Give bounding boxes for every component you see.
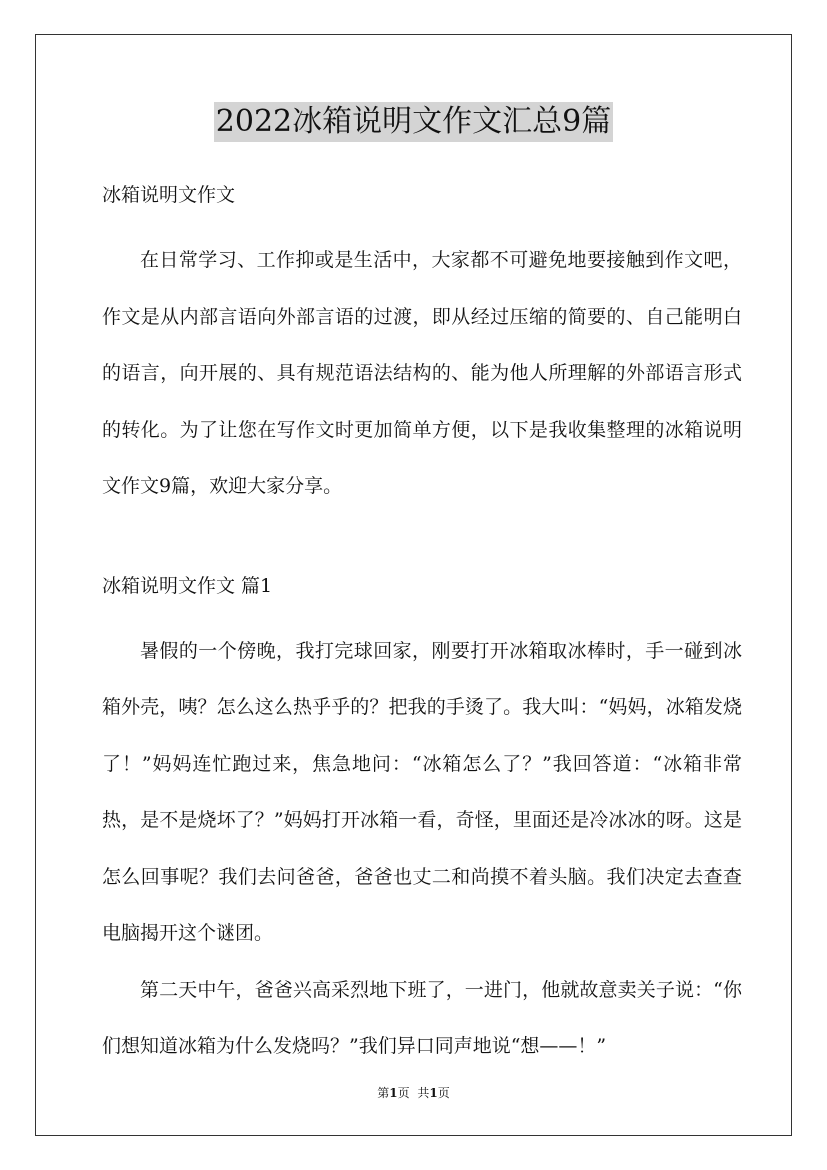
document-title: 2022冰箱说明文作文汇总9篇: [214, 102, 613, 142]
page-footer: [0, 1085, 827, 1101]
section-gap: [102, 515, 742, 571]
document-body: [102, 180, 742, 1075]
total-pages: 1: [429, 1086, 438, 1100]
intro-paragraph: 在日常学习、工作抑或是生活中，大家都不可避免地要接触到作文吧，作文是从内部言语向外部言语的过渡，即从经过压缩的简要的、自己能明白的语言，向开展的、具有规范语法结构的、能为他人所理解的外部语言形式的转化。为了让您在写作文时更加简单方便，以下是我收集整理的冰箱说明文作文9篇，欢迎大家分享。: [102, 249, 742, 497]
title-wrap: [0, 102, 827, 142]
total-suffix: 页: [437, 1086, 450, 1100]
page-current: 1: [389, 1086, 398, 1100]
section1-paragraph-1: 暑假的一个傍晚，我打完球回家，刚要打开冰箱取冰棒时，手一碰到冰箱外壳，咦？怎么这么热乎乎的？把我的手烫了。我大叫：“妈妈，冰箱发烧了！”妈妈连忙跑过来，焦急地问：“冰箱怎么了？”我回答道：“冰箱非常热，是不是烧坏了？”妈妈打开冰箱一看，奇怪，里面还是冷冰冰的呀。这是怎么回事呢？我们去问爸爸，爸爸也丈二和尚摸不着头脑。我们决定去查查电脑揭开这个谜团。: [102, 639, 742, 944]
section1-paragraph-2: 第二天中午，爸爸兴高采烈地下班了，一进门，他就故意卖关子说：“你们想知道冰箱为什么发烧吗？”我们异口同声地说“想——！”: [102, 978, 742, 1057]
intro-heading: 冰箱说明文作文: [102, 184, 236, 206]
page-suffix: 页: [397, 1086, 410, 1100]
section1-heading: 冰箱说明文作文 篇1: [102, 574, 273, 597]
page-prefix: 第: [377, 1086, 390, 1100]
total-prefix: 共: [417, 1086, 430, 1100]
